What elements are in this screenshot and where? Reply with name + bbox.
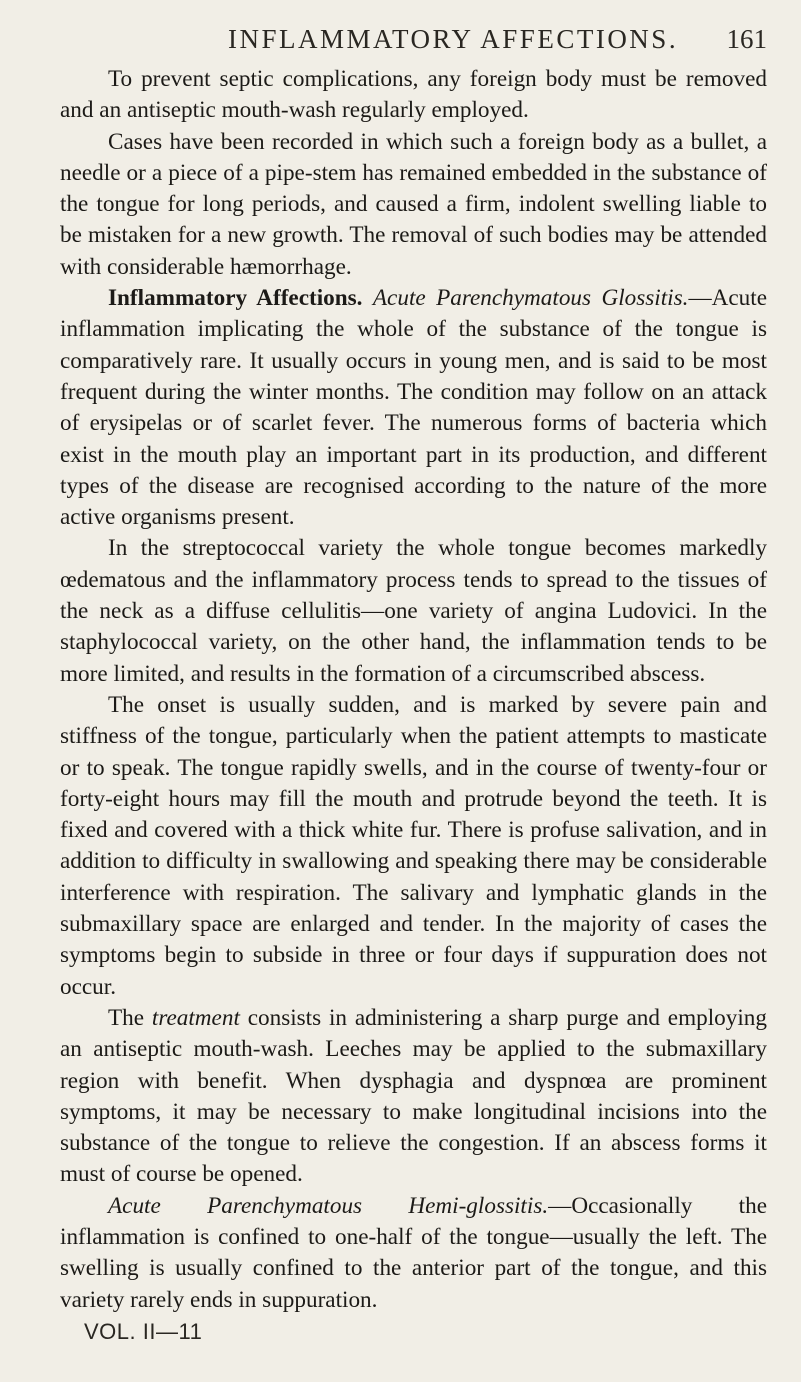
paragraph-acute-glossitis [60,283,767,533]
treatment-term: treatment [151,1004,240,1031]
subsection-heading-glossitis: Acute Parenchymatous Glossitis. [372,285,689,312]
running-head-title: INFLAMMATORY AFFECTIONS. [228,24,679,54]
paragraph-text: —Acute inflammation implicating the whole of the substance of the tongue is comparatively rare. It usually occurs in young men, and is said to be most frequent during the winter months. The condition may follow on an attack of erysipelas or of scarlet fever. The numerous forms of bacteria which exist in the mouth play an important part in its production, and different types of the disease are recognised according to the nature of the more active organisms present. [60,285,767,531]
section-heading: Inflammatory Affections. [108,285,363,312]
paragraph-foreign-body-cases: Cases have been recorded in which such a foreign body as a bullet, a needle or a piece of a pipe-stem has remained embedded in the substance of the tongue for long periods, and caused a firm, indolent swelling liable to be mistaken for a new growth. The removal of such bodies may be attended with considerable hæmorrhage. [60,128,767,280]
subsection-heading-hemi-glossitis: Acute Parenchymatous Hemi-glossitis. [108,1192,549,1219]
printer-signature: VOL. II—11 [84,1318,203,1344]
paragraph-onset: The onset is usually sudden, and is marked by severe pain and stiffness of the tongue, particularly when the patient attempts to masticate or to speak. The tongue rapidly swells, and in the course of twenty-four or forty-eight hours may fill the mouth and protrude beyond the teeth. It is fixed and covered with a thick white fur. There is profuse salivation, and in addition to difficulty in swallowing and speaking there may be considerable interference with respiration. The salivary and lymphatic glands in the submaxillary space are enlarged and tender. In the majority of cases the symptoms begin to subside in three or four days if suppuration does not occur. [60,691,767,1000]
paragraph-text: The [108,1004,152,1031]
paragraph-varieties: In the streptococcal variety the whole tongue becomes markedly œdematous and the inflammatory process tends to spread to the tissues of the neck as a diffuse cellulitis—one variety of angina Ludovici. In the staphylococcal variety, on the other hand, the inflammation tends to be more limited, and results in the formation of a circumscribed abscess. [60,535,767,687]
body-text [60,64,767,1347]
running-head [60,18,767,62]
paragraph-treatment [60,1003,767,1191]
paragraph-foreign-body-prevention: To prevent septic complications, any foreign body must be removed and an antiseptic mouth-wash regularly employed. [60,66,767,124]
paragraph-hemi-glossitis [60,1191,767,1316]
paragraph-text: consists in administering a sharp purge and employing an antiseptic mouth-wash. Leeches may be applied to the submaxillary region with benefit. When dysphagia and dyspnœa are prominent symptoms, it may be necessary to make longitudinal incisions into the substance of the tongue to relieve the congestion. If an abscess forms it must of course be opened. [60,1004,767,1188]
page-number: 161 [726,24,767,54]
paragraph-text: —Occasionally the inflammation is confined to one-half of the tongue—usually the left. The swelling is usually confined to the anterior part of the tongue, and this variety rarely ends in suppuration. [60,1192,768,1313]
